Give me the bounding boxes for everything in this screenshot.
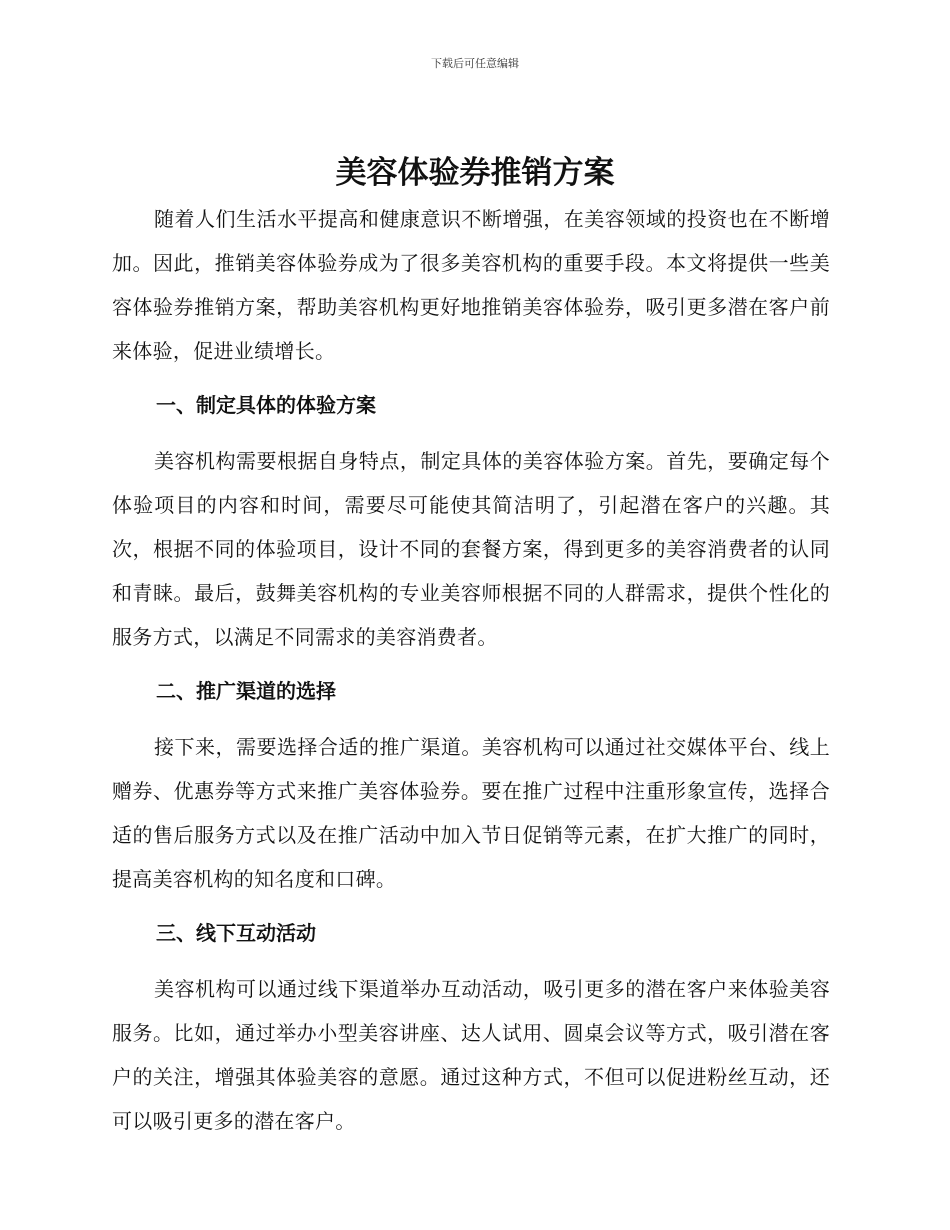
- spacer: [112, 373, 830, 383]
- intro-paragraph: 随着人们生活水平提高和健康意识不断增强，在美容领域的投资也在不断增加。因此，推销美容体验券成为了很多美容机构的重要手段。本文将提供一些美容体验券推销方案，帮助美容机构更好地推销美容体验券，吸引更多潜在客户前来体验，促进业绩增长。: [112, 207, 830, 363]
- section-heading-2: 二、推广渠道的选择: [156, 679, 336, 703]
- section-heading-1: 一、制定具体的体验方案: [156, 393, 376, 417]
- section-heading-3: 三、线下互动活动: [156, 921, 316, 945]
- section-body-3: 美容机构可以通过线下渠道举办互动活动，吸引更多的潜在客户来体验美容服务。比如，通过举办小型美容讲座、达人试用、圆桌会议等方式，吸引潜在客户的关注，增强其体验美容的意愿。通过这种方式，不但可以促进粉丝互动，还可以吸引更多的潜在客户。: [112, 977, 830, 1133]
- spacer: [112, 901, 830, 911]
- section-body-2: 接下来，需要选择合适的推广渠道。美容机构可以通过社交媒体平台、线上赠券、优惠券等方式来推广美容体验券。要在推广过程中注重形象宣传，选择合适的售后服务方式以及在推广活动中加入节日促销等元素，在扩大推广的同时，提高美容机构的知名度和口碑。: [112, 735, 830, 891]
- header-note: 下载后可任意编辑: [431, 57, 519, 70]
- spacer: [112, 713, 830, 725]
- document-body: [112, 197, 830, 1143]
- spacer: [112, 427, 830, 439]
- section-body-1: 美容机构需要根据自身特点，制定具体的美容体验方案。首先，要确定每个体验项目的内容和时间，需要尽可能使其简洁明了，引起潜在客户的兴趣。其次，根据不同的体验项目，设计不同的套餐方案，得到更多的美容消费者的认同和青睐。最后，鼓舞美容机构的专业美容师根据不同的人群需求，提供个性化的服务方式，以满足不同需求的美容消费者。: [112, 449, 830, 649]
- document-title: 美容体验券推销方案: [335, 155, 615, 191]
- spacer: [112, 955, 830, 967]
- spacer: [112, 659, 830, 669]
